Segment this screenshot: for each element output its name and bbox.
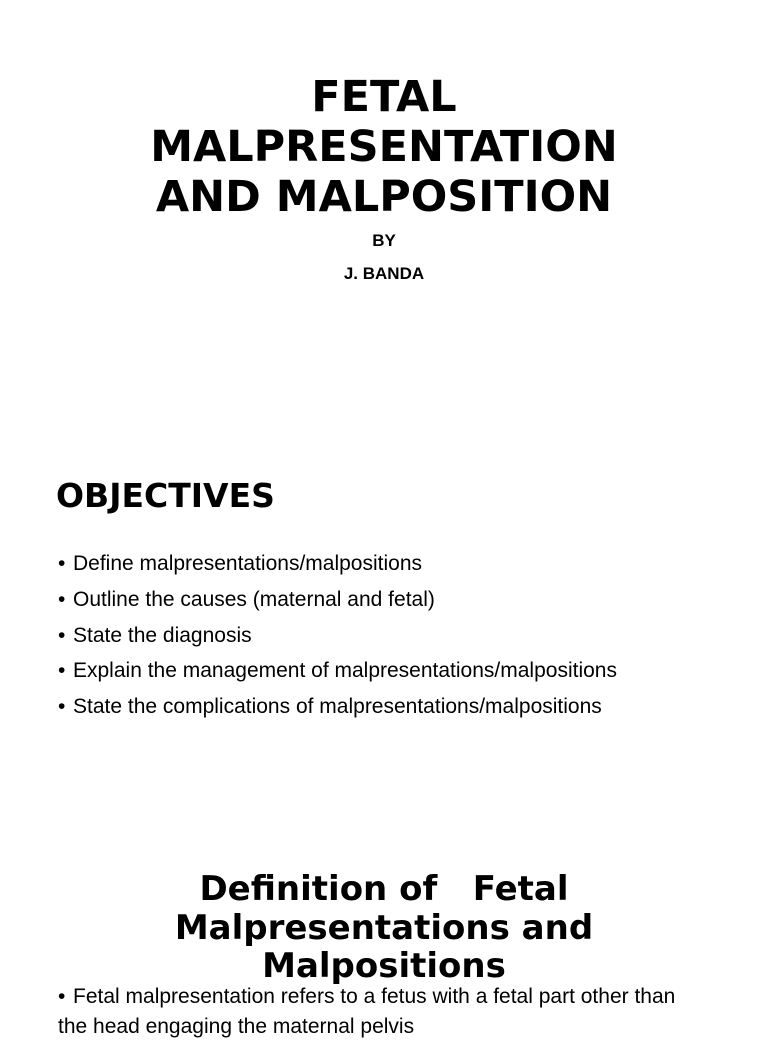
objectives-heading: OBJECTIVES [56,476,275,515]
objective-text: State the complications of malpresentations/malpositions [73,695,602,719]
bullet-icon: • [58,985,66,1008]
slide-title [0,72,768,222]
slide-title-line: FETAL [311,72,457,122]
objective-text: Outline the causes (maternal and fetal) [73,587,435,611]
slide-title-line: MALPRESENTATION [150,122,618,172]
slide-title-line: AND MALPOSITION [155,172,613,222]
by-label: BY [372,231,396,250]
objective-item [58,655,617,691]
author-name: J. BANDA [343,264,425,283]
bullet-icon: • [58,552,66,575]
bullet-icon: • [58,623,66,647]
objective-text: Explain the management of malpresentations/malpositions [73,659,617,683]
definition-text: Fetal malpresentation refers to a fetus with a fetal part other than the head engaging the maternal pelvis [58,985,676,1038]
objective-text: Define malpresentations/malpositions [73,552,423,575]
objective-item [58,548,617,584]
objectives-list [58,548,617,727]
definition-heading-line: Malpresentations and [174,907,594,948]
objective-item [58,691,617,727]
objective-item [58,620,617,656]
bullet-icon: • [58,695,66,719]
definition-heading-line: Definition of Fetal [199,869,569,909]
objective-text: State the diagnosis [73,623,252,647]
definition-item [58,982,678,1042]
bullet-icon: • [58,587,66,611]
bullet-icon: • [58,659,66,683]
definition-heading [0,870,768,986]
objective-item [58,584,617,620]
definition-list [58,982,678,1042]
definition-heading-line: Malpositions [262,946,506,986]
